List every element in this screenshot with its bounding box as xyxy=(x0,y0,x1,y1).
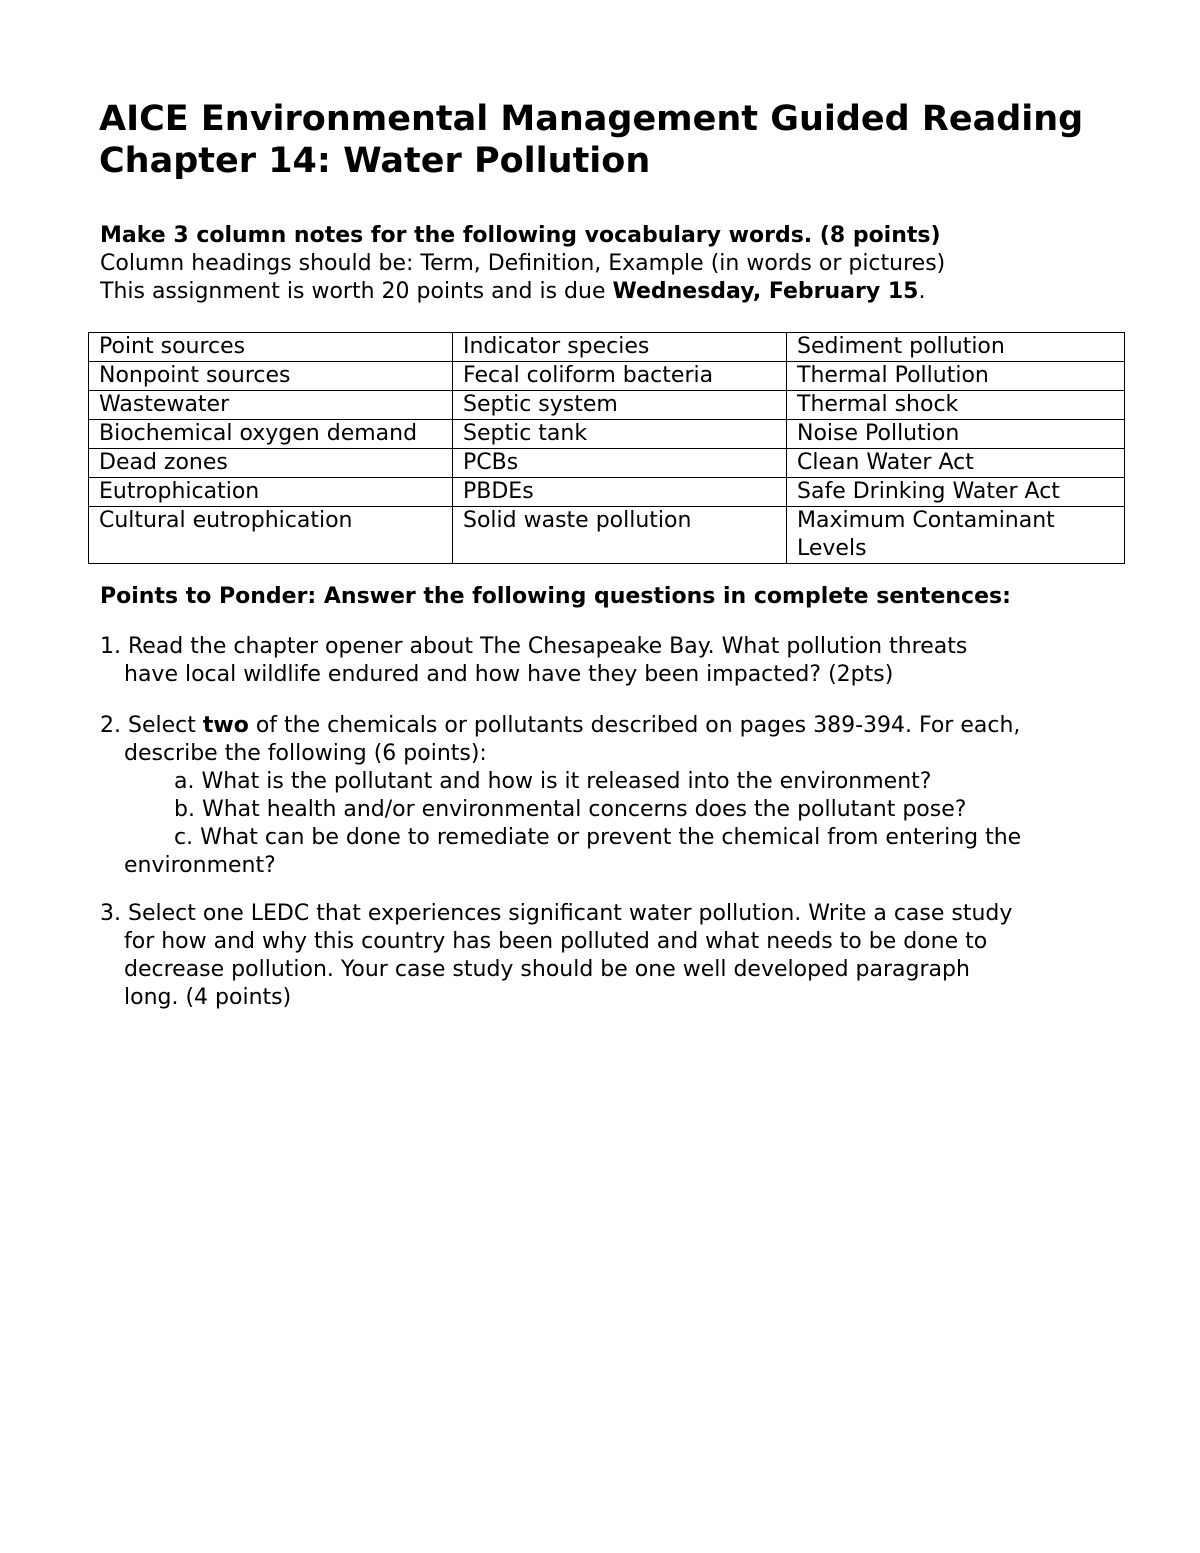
title-line-2: Chapter 14: Water Pollution xyxy=(99,141,651,181)
worth-suffix: . xyxy=(918,279,926,304)
vocab-term: Point sources xyxy=(89,333,453,362)
question-2 xyxy=(100,712,1110,880)
question-2-suffix: of the chemicals or pollutants described on pages 389-394. For each, xyxy=(248,713,1021,738)
vocab-term: Wastewater xyxy=(89,391,453,420)
vocab-term: Thermal Pollution xyxy=(787,362,1125,391)
vocab-term: Septic system xyxy=(453,391,787,420)
vocab-term: Fecal coliform bacteria xyxy=(453,362,787,391)
table-row xyxy=(89,391,1125,420)
vocabulary-table xyxy=(88,332,1125,564)
table-row xyxy=(89,333,1125,362)
vocab-term: Eutrophication xyxy=(89,478,453,507)
vocab-term: Nonpoint sources xyxy=(89,362,453,391)
vocab-term: Clean Water Act xyxy=(787,449,1125,478)
question-2-line-1 xyxy=(100,712,1110,740)
worth-text: This assignment is worth 20 points and is due xyxy=(100,279,613,304)
question-1 xyxy=(100,633,1110,689)
due-date: Wednesday, February 15 xyxy=(612,279,919,304)
table-row xyxy=(89,362,1125,391)
vocab-term: Thermal shock xyxy=(787,391,1125,420)
question-2-prefix: 2. Select xyxy=(100,713,203,738)
vocab-term: Solid waste pollution xyxy=(453,507,787,564)
table-row xyxy=(89,507,1125,564)
vocab-term: PCBs xyxy=(453,449,787,478)
instruction-line: Make 3 column notes for the following vocabulary words. (8 points) xyxy=(100,223,941,248)
question-2-part-a: a. What is the pollutant and how is it released into the environment? xyxy=(174,769,932,794)
question-2-line-2: describe the following (6 points): xyxy=(124,741,487,766)
vocab-term: Indicator species xyxy=(453,333,787,362)
vocab-term: Dead zones xyxy=(89,449,453,478)
question-1-line-2: have local wildlife endured and how have they been impacted? (2pts) xyxy=(124,662,894,687)
vocab-term: Cultural eutrophication xyxy=(89,507,453,564)
table-row xyxy=(89,449,1125,478)
question-2-part-c-cont: environment? xyxy=(124,853,276,878)
question-3-line-3: decrease pollution. Your case study should be one well developed paragraph xyxy=(124,957,970,982)
vocab-term: Safe Drinking Water Act xyxy=(787,478,1125,507)
vocab-term: Noise Pollution xyxy=(787,420,1125,449)
column-headings-line: Column headings should be: Term, Definition, Example (in words or pictures) xyxy=(100,251,946,276)
vocab-term: Sediment pollution xyxy=(787,333,1125,362)
question-2-part-b: b. What health and/or environmental concerns does the pollutant pose? xyxy=(174,797,967,822)
points-to-ponder-heading: Points to Ponder: Answer the following questions in complete sentences: xyxy=(100,584,1011,609)
assignment-instructions xyxy=(100,222,945,306)
due-date-line xyxy=(100,278,945,306)
question-2-part-c: c. What can be done to remediate or prevent the chemical from entering the xyxy=(174,825,1022,850)
question-1-line-1: 1. Read the chapter opener about The Chesapeake Bay. What pollution threats xyxy=(100,634,968,659)
question-3 xyxy=(100,900,1110,1012)
question-3-line-2: for how and why this country has been polluted and what needs to be done to xyxy=(124,929,988,954)
question-3-line-4: long. (4 points) xyxy=(124,985,292,1010)
vocab-term: PBDEs xyxy=(453,478,787,507)
vocab-term: Septic tank xyxy=(453,420,787,449)
vocab-term: Biochemical oxygen demand xyxy=(89,420,453,449)
page-title xyxy=(99,98,1083,182)
title-line-1: AICE Environmental Management Guided Reading xyxy=(99,99,1084,139)
table-row xyxy=(89,420,1125,449)
table-row xyxy=(89,478,1125,507)
vocab-term: Maximum Contaminant Levels xyxy=(787,507,1125,564)
question-2-emphasis: two xyxy=(202,713,249,738)
question-3-line-1: 3. Select one LEDC that experiences significant water pollution. Write a case study xyxy=(100,901,1013,926)
